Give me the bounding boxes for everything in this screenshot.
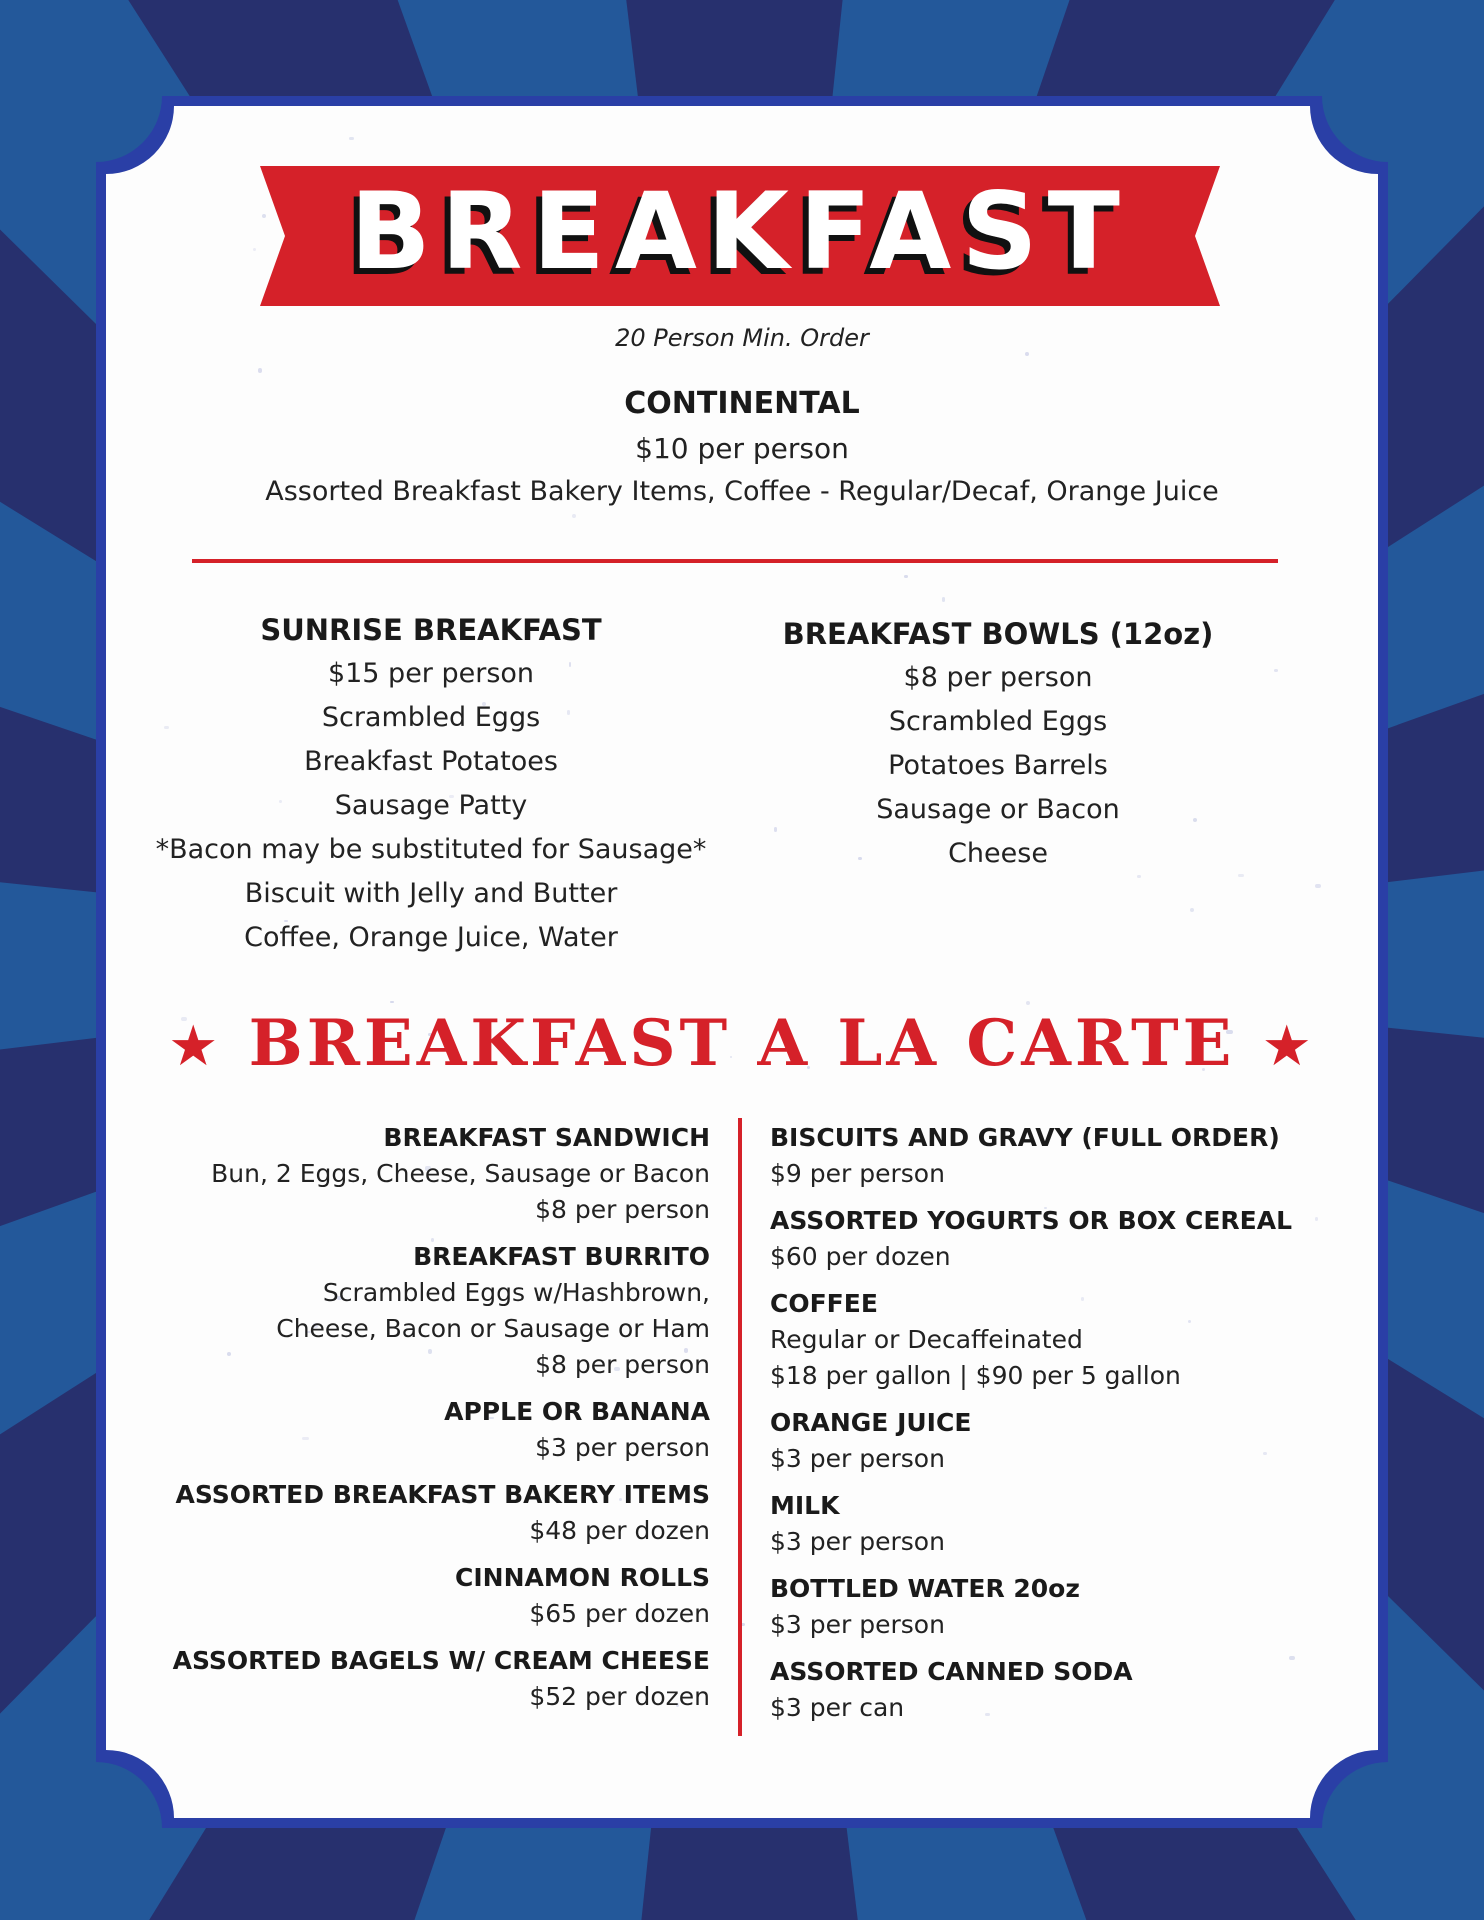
sunrise-item: Breakfast Potatoes — [304, 746, 558, 777]
bowls-item: Scrambled Eggs — [888, 706, 1108, 737]
paper-speck — [942, 597, 945, 602]
page-title: BREAKFAST — [350, 170, 1130, 293]
star-icon: ★ — [168, 1014, 223, 1079]
bowls-price: $8 per person — [903, 662, 1093, 693]
menu-item — [770, 1654, 1330, 1726]
menu-item — [136, 1394, 710, 1466]
menu-item-detail: Regular or Decaffeinated — [770, 1325, 1083, 1354]
menu-item-name: BISCUITS AND GRAVY (FULL ORDER) — [770, 1123, 1280, 1152]
menu-item-name: BREAKFAST BURRITO — [413, 1242, 710, 1271]
menu-item-name: CINNAMON ROLLS — [455, 1563, 710, 1592]
menu-item-detail: $3 per person — [770, 1527, 945, 1556]
menu-item-name: ORANGE JUICE — [770, 1408, 972, 1437]
a-la-carte-right-column — [770, 1120, 1330, 1737]
menu-item-name: ASSORTED BREAKFAST BAKERY ITEMS — [175, 1480, 710, 1509]
star-icon: ★ — [1261, 1014, 1316, 1079]
menu-item-detail: Bun, 2 Eggs, Cheese, Sausage or Bacon — [211, 1159, 710, 1188]
sunrise-item: *Bacon may be substituted for Sausage* — [155, 834, 707, 865]
sunrise-item: Scrambled Eggs — [321, 702, 541, 733]
paper-speck — [1025, 352, 1028, 356]
menu-item — [770, 1120, 1330, 1192]
menu-item-name: APPLE OR BANANA — [444, 1397, 710, 1426]
menu-item-detail: Scrambled Eggs w/Hashbrown, — [322, 1278, 710, 1307]
menu-item-detail: $65 per dozen — [529, 1599, 710, 1628]
menu-item-detail: $8 per person — [535, 1350, 710, 1379]
menu-item-detail: $3 per person — [535, 1433, 710, 1462]
menu-item-detail: $3 per person — [770, 1610, 945, 1639]
continental-items: Assorted Breakfast Bakery Items, Coffee - Regular/Decaf, Orange Juice — [265, 476, 1219, 507]
menu-item-name: ASSORTED BAGELS W/ CREAM CHEESE — [172, 1646, 710, 1675]
paper-speck — [1315, 884, 1321, 888]
menu-item-detail: $18 per gallon | $90 per 5 gallon — [770, 1361, 1181, 1390]
menu-item-detail: $9 per person — [770, 1159, 945, 1188]
menu-item — [136, 1477, 710, 1549]
menu-item-detail: $60 per dozen — [770, 1242, 951, 1271]
menu-item-detail: $8 per person — [535, 1195, 710, 1224]
menu-item — [770, 1571, 1330, 1643]
menu-item-name: COFFEE — [770, 1289, 878, 1318]
menu-item-detail: $3 per can — [770, 1693, 905, 1722]
menu-item-name: MILK — [770, 1491, 840, 1520]
sunrise-price: $15 per person — [327, 658, 535, 689]
paper-speck — [258, 368, 262, 373]
title-banner — [260, 166, 1220, 306]
menu-item-detail: $3 per person — [770, 1444, 945, 1473]
breakfast-bowls-section — [718, 612, 1278, 876]
menu-item-name: BREAKFAST SANDWICH — [383, 1123, 710, 1152]
a-la-carte-heading — [96, 1004, 1388, 1087]
menu-item-name: ASSORTED CANNED SODA — [770, 1657, 1133, 1686]
a-la-carte-left-column — [136, 1120, 710, 1726]
menu-item — [770, 1286, 1330, 1394]
menu-item-name: BOTTLED WATER 20oz — [770, 1574, 1080, 1603]
menu-item — [770, 1488, 1330, 1560]
menu-item — [770, 1203, 1330, 1275]
sunrise-item: Coffee, Orange Juice, Water — [244, 922, 618, 953]
sunrise-item: Sausage Patty — [334, 790, 528, 821]
min-order-note: 20 Person Min. Order — [615, 324, 869, 352]
column-divider — [738, 1118, 742, 1736]
continental-title: CONTINENTAL — [624, 386, 860, 421]
bowls-item: Cheese — [948, 838, 1048, 869]
menu-item — [136, 1120, 710, 1228]
bowls-item: Potatoes Barrels — [888, 750, 1108, 781]
paper-speck — [904, 575, 908, 577]
paper-speck — [572, 514, 575, 518]
a-la-carte-title: BREAKFAST A LA CARTE — [248, 1006, 1236, 1081]
continental-price: $10 per person — [635, 432, 849, 465]
menu-item-detail: Cheese, Bacon or Sausage or Ham — [276, 1314, 710, 1343]
menu-item-detail: $48 per dozen — [529, 1516, 710, 1545]
menu-item — [136, 1560, 710, 1632]
bowls-title: BREAKFAST BOWLS (12oz) — [782, 617, 1214, 651]
paper-speck — [253, 248, 256, 251]
sunrise-item: Biscuit with Jelly and Butter — [244, 878, 618, 909]
menu-card — [96, 96, 1388, 1828]
menu-item-detail: $52 per dozen — [529, 1682, 710, 1711]
menu-item-name: ASSORTED YOGURTS OR BOX CEREAL — [770, 1206, 1293, 1235]
section-divider — [192, 559, 1278, 563]
sunrise-title: SUNRISE BREAKFAST — [260, 613, 602, 647]
bowls-item: Sausage or Bacon — [876, 794, 1120, 825]
menu-item — [136, 1643, 710, 1715]
paper-speck — [349, 137, 354, 139]
menu-item — [136, 1239, 710, 1383]
paper-speck — [1190, 908, 1193, 912]
sunrise-breakfast-section — [136, 608, 726, 960]
menu-item — [770, 1405, 1330, 1477]
